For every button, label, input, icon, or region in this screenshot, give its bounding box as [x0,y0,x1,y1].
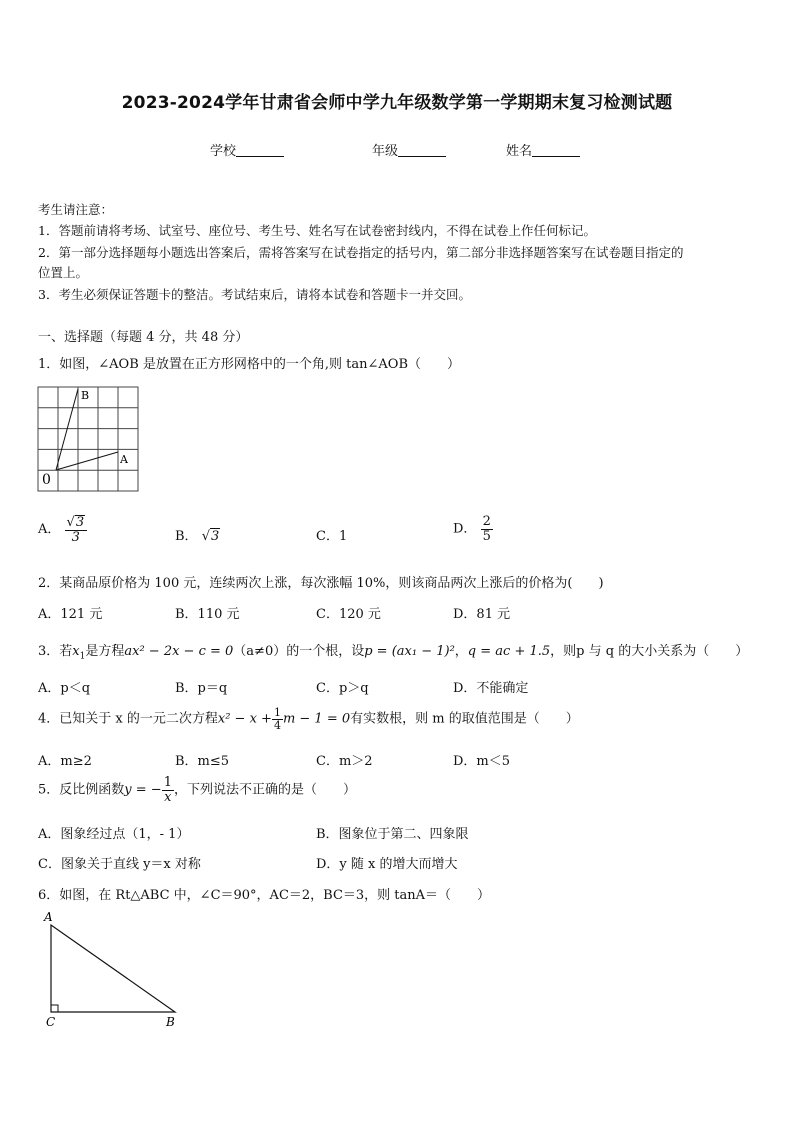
q5-option-d[interactable]: D．y 随 x 的增大而增大 [316,857,458,872]
q4-option-b[interactable]: B．m≤5 [175,754,230,769]
q3-option-c[interactable]: C．p＞q [316,681,369,696]
q3-text-5: p 与 q 的大小关系为（ ） [576,644,749,659]
q1-option-a[interactable]: A． $\frac{√3}{3}$ [38,515,87,544]
q3-option-a[interactable]: A．p＜q [38,681,91,696]
label-a: A [120,453,128,466]
notice-item-2-cont: 位置上。 [38,265,89,280]
label-b: B [166,1015,175,1029]
q1-option-b[interactable]: B． √3 [175,529,220,544]
q5-lhs: y = − [124,782,162,798]
grade-field[interactable] [372,140,446,159]
triangle-abc [51,925,175,1012]
label-o: 0 [42,472,51,488]
q2-option-a[interactable]: A．121 元 [38,607,103,622]
q3-q-expr: q = ac + 1.5 [467,644,551,659]
question-3: 3．若$x_1$是方程ax² − 2x − c = 0（a≠0）的一个根，设p = (ax₁ − 1)²，q = ac + 1.5，则p 与 q 的大小关系为（ ） [38,644,749,662]
q1-option-d-label: D． [453,521,477,537]
q2-option-d[interactable]: D．81 元 [453,607,511,622]
notice-item-2: 2．第一部分选择题每小题选出答案后，需将答案写在试卷指定的括号内，第二部分非选择题答案写在试卷题目指定的 [38,245,684,260]
q1-option-b-radicand: 3 [211,529,220,544]
q5-text-2: ，下列说法不正确的是（ ） [173,782,356,798]
q1-option-a-den: 3 [71,529,80,545]
grade-blank[interactable] [398,144,446,157]
ray-ob [56,389,78,470]
grade-label: 年级 [372,144,399,159]
grid-figure [36,385,140,495]
q3-option-b[interactable]: B．p＝q [175,681,228,696]
name-blank[interactable] [532,144,580,157]
page-title: 2023-2024学年甘肃省会师中学九年级数学第一学期期末复习检测试题 [121,93,673,113]
q5-frac-den: x [164,789,172,805]
notice-item-3: 3．考生必须保证答题卡的整洁。考试结束后，请将本试卷和答题卡一并交回。 [38,287,471,302]
q1-option-a-label: A． [38,522,61,538]
q3-x: x [72,644,80,659]
q4-text-2: 有实数根，则 m 的取值范围是（ ） [350,711,579,727]
name-field[interactable] [506,140,580,159]
q3-text-1: 3．若 [38,644,73,659]
triangle-figure [40,908,190,1033]
q3-p-expr: p = (ax₁ − 1)² [364,644,455,659]
q1-option-b-label: B． [175,529,198,544]
label-a: A [44,910,53,924]
label-c: C [46,1015,56,1029]
notice-heading: 考生请注意： [38,202,114,217]
q4-option-c[interactable]: C．m＞2 [316,754,373,769]
q3-text-4: ，则 [550,644,577,659]
q5-option-c[interactable]: C．图象关于直线 y＝x 对称 [38,857,201,872]
question-5 [38,776,356,804]
q4-text-1: 4．已知关于 x 的一元二次方程 [38,711,218,727]
q4-option-a[interactable]: A．m≥2 [38,754,92,769]
name-label: 姓名 [506,144,533,159]
grid-lines [38,387,138,491]
q2-option-b[interactable]: B．110 元 [175,607,240,622]
question-1: 1．如图，∠AOB 是放置在正方形网格中的一个角,则 tan∠AOB（ ） [38,357,460,372]
q5-option-a[interactable]: A．图象经过点（1，- 1） [38,827,190,842]
q1-option-c[interactable]: C．1 [316,529,348,544]
q4-frac-den: 4 [273,718,281,732]
q4-eq-b: m − 1 = 0 [282,711,351,727]
q1-option-d-num: 2 [482,514,491,529]
q1-option-a-radicand: 3 [75,515,85,530]
q3-text-2: 是方程 [85,644,125,659]
q5-frac-num: 1 [163,775,172,790]
q4-frac-num: 1 [273,706,281,719]
q5-text-1: 5．反比例函数 [38,782,125,798]
section-heading: 一、选择题（每题 4 分，共 48 分） [38,330,249,345]
question-6: 6．如图，在 Rt△ABC 中，∠C＝90°，AC＝2，BC＝3，则 tanA＝（ ） [38,888,491,903]
school-label: 学校 [210,144,237,159]
q3-text-3: （a≠0）的一个根，设 [233,644,365,659]
label-b: B [81,389,90,402]
q1-option-d-den: 5 [482,528,491,544]
q1-option-d[interactable] [453,515,493,543]
school-field[interactable] [210,140,284,159]
school-blank[interactable] [236,144,284,157]
ray-oa [56,452,118,470]
notice-item-1: 1．答题前请将考场、试室号、座位号、考生号、姓名写在试卷密封线内，不得在试卷上作任何标记。 [38,223,596,238]
q3-option-d[interactable]: D．不能确定 [453,681,529,696]
q5-option-b[interactable]: B．图象位于第二、四象限 [316,827,469,842]
q3-equation: ax² − 2x − c = 0 [124,644,234,659]
q2-option-c[interactable]: C．120 元 [316,607,381,622]
question-4 [38,707,579,731]
right-angle-mark [51,1005,58,1012]
q4-option-d[interactable]: D．m＜5 [453,754,511,769]
q4-eq-a: x² − x + [217,711,272,727]
question-2: 2．某商品原价格为 100 元，连续两次上涨，每次涨幅 10%，则该商品两次上涨后的价格为( ) [38,576,604,591]
